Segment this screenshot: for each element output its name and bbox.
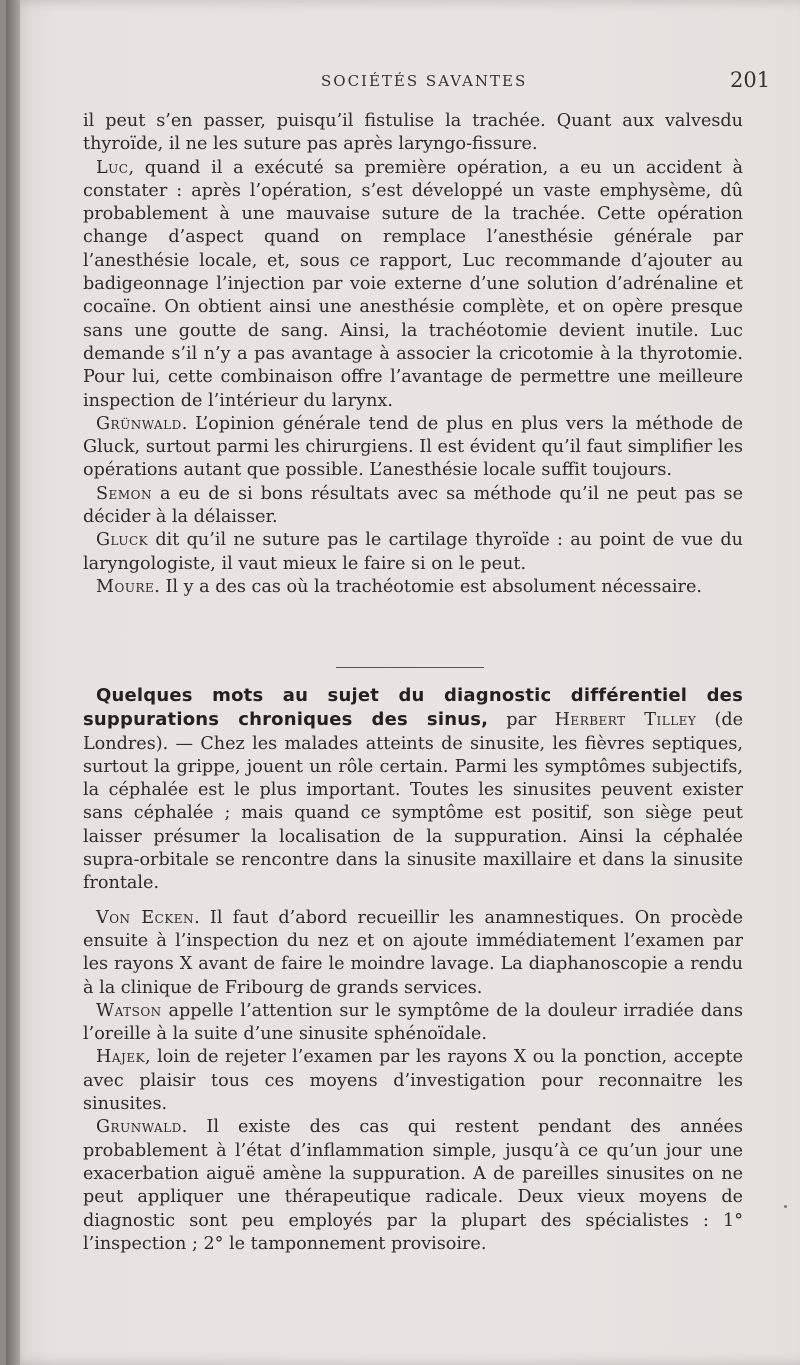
article-heading: Quelques mots au sujet du diagnostic différentiel des suppurations chroniques des sinus, [83,685,743,731]
running-title: SOCIÉTÉS SAVANTES [321,72,528,90]
paragraph-text: . Il existe des cas qui restent pendant des années probablement à l’état d’inflammation simple, jusqu’à ce qu’un jour une exacerbation aiguë amène la suppuration. A de pareilles sinusites on ne peut appliquer une thérapeutique radicale. Deux vieux moyens de diagnostic sont peu employés par la plupart des spécialistes : 1° l’inspection ; 2° le tamponnement provisoire. [83,1117,743,1254]
paragraph-gap [83,896,743,907]
paragraph-continuation: il peut s’en passer, puisqu’il fistulise la trachée. Quant aux valvesdu thyroïde, il ne les suture pas après laryngo-fissure. [83,111,743,155]
heading-by: par [488,710,555,731]
paragraph-grunwald [83,413,743,483]
paragraph-von-ecken [83,907,743,1000]
paragraph-hajek [83,1046,743,1116]
book-page [6,0,800,1365]
book-spine-shadow [6,0,20,1365]
section-divider [336,667,484,668]
paragraph-text: , loin de rejeter l’examen par les rayons X ou la ponction, accepte avec plaisir tous ces moyens d’investigation pour reconnaitre les sinusites. [83,1047,743,1115]
paragraph-grunwald-2 [83,1116,743,1256]
paragraph-moure [83,576,743,599]
speaker-name: Moure [96,576,155,597]
author-name: Herbert Tilley [554,710,697,731]
paragraph-text: (de Londres). — Chez les malades atteints de sinusite, les fièvres septiques, surtout la grippe, jouent un rôle certain. Parmi les symptômes subjectifs, la céphalée est le plus important. Toutes les sinusites peuvent exister sans céphalée ; mais quand ce symptôme est positif, son siège peut laisser présumer la localisation de la suppuration. Ainsi la céphalée supra-orbitale se rencontre dans la sinusite maxillaire et dans la sinusite frontale. [83,710,744,894]
speaker-name: Gluck [96,530,149,551]
paragraph-semon [83,483,743,530]
paragraph-text: . Il y a des cas où la trachéotomie est absolument nécessaire. [154,576,702,597]
paragraph-text: , quand il a exécuté sa première opération, a eu un accident à constater : après l’opération, s’est développé un vaste emphysème, dû probablement à une mauvaise suture de la trachée. Cette opération change d’aspect quand on remplace l’anesthésie générale par l’anesthésie locale, et, sous ce rapport, Luc recommande d’ajouter au badigeonnage l’injection par voie externe d’une solution d’adrénaline et cocaïne. On obtient ainsi une anesthésie complète, et on opère presque sans une goutte de sang. Ainsi, la trachéotomie devient inutile. Luc demande s’il n’y a pas avantage à associer la cricotomie à la thyrotomie. Pour lui, cette combinaison offre l’avantage de permettre une meilleure inspection de l’intérieur du larynx. [83,157,743,411]
page-number: 201 [730,68,771,92]
paragraph-tilley [83,684,743,896]
paper-speck [784,1205,787,1208]
paragraph-text: dit qu’il ne suture pas le cartilage thyroïde : au point de vue du laryngologiste, il vaut mieux le faire si on le peut. [83,530,743,574]
paragraph-text: a eu de si bons résultats avec sa méthode qu’il ne peut pas se décider à la délaisser. [83,483,743,528]
speaker-name: Von Ecken [96,907,195,928]
speaker-name: Luc [96,157,129,178]
speaker-name: Hajek [96,1047,146,1068]
speaker-name: Watson [96,1000,162,1021]
speaker-name: Grünwald [96,413,182,434]
paragraph-gluck [83,529,743,576]
section-discussion [83,110,743,599]
speaker-name: Grunwald [96,1117,182,1138]
speaker-name: Semon [96,483,152,504]
paragraph-text: appelle l’attention sur le symptôme de la douleur irradiée dans l’oreille à la suite d’une sinusite sphénoïdale. [83,1000,743,1045]
section-tilley [83,684,743,1256]
paragraph-text: . Il faut d’abord recueillir les anamnestiques. On procède ensuite à l’inspection du nez et on ajoute immédiatement l’examen par les rayons X avant de faire le moindre lavage. La diaphanoscopie a rendu à la clinique de Fribourg de grands services. [83,907,744,998]
paragraph-text: . L’opinion générale tend de plus en plus vers la méthode de Gluck, surtout parmi les chirurgiens. Il est évident qu’il faut simplifier les opérations autant que possible. L’anesthésie locale suffit toujours. [83,413,743,481]
page-header [6,70,800,94]
paragraph-watson [83,1000,743,1047]
paragraph-luc [83,157,743,413]
